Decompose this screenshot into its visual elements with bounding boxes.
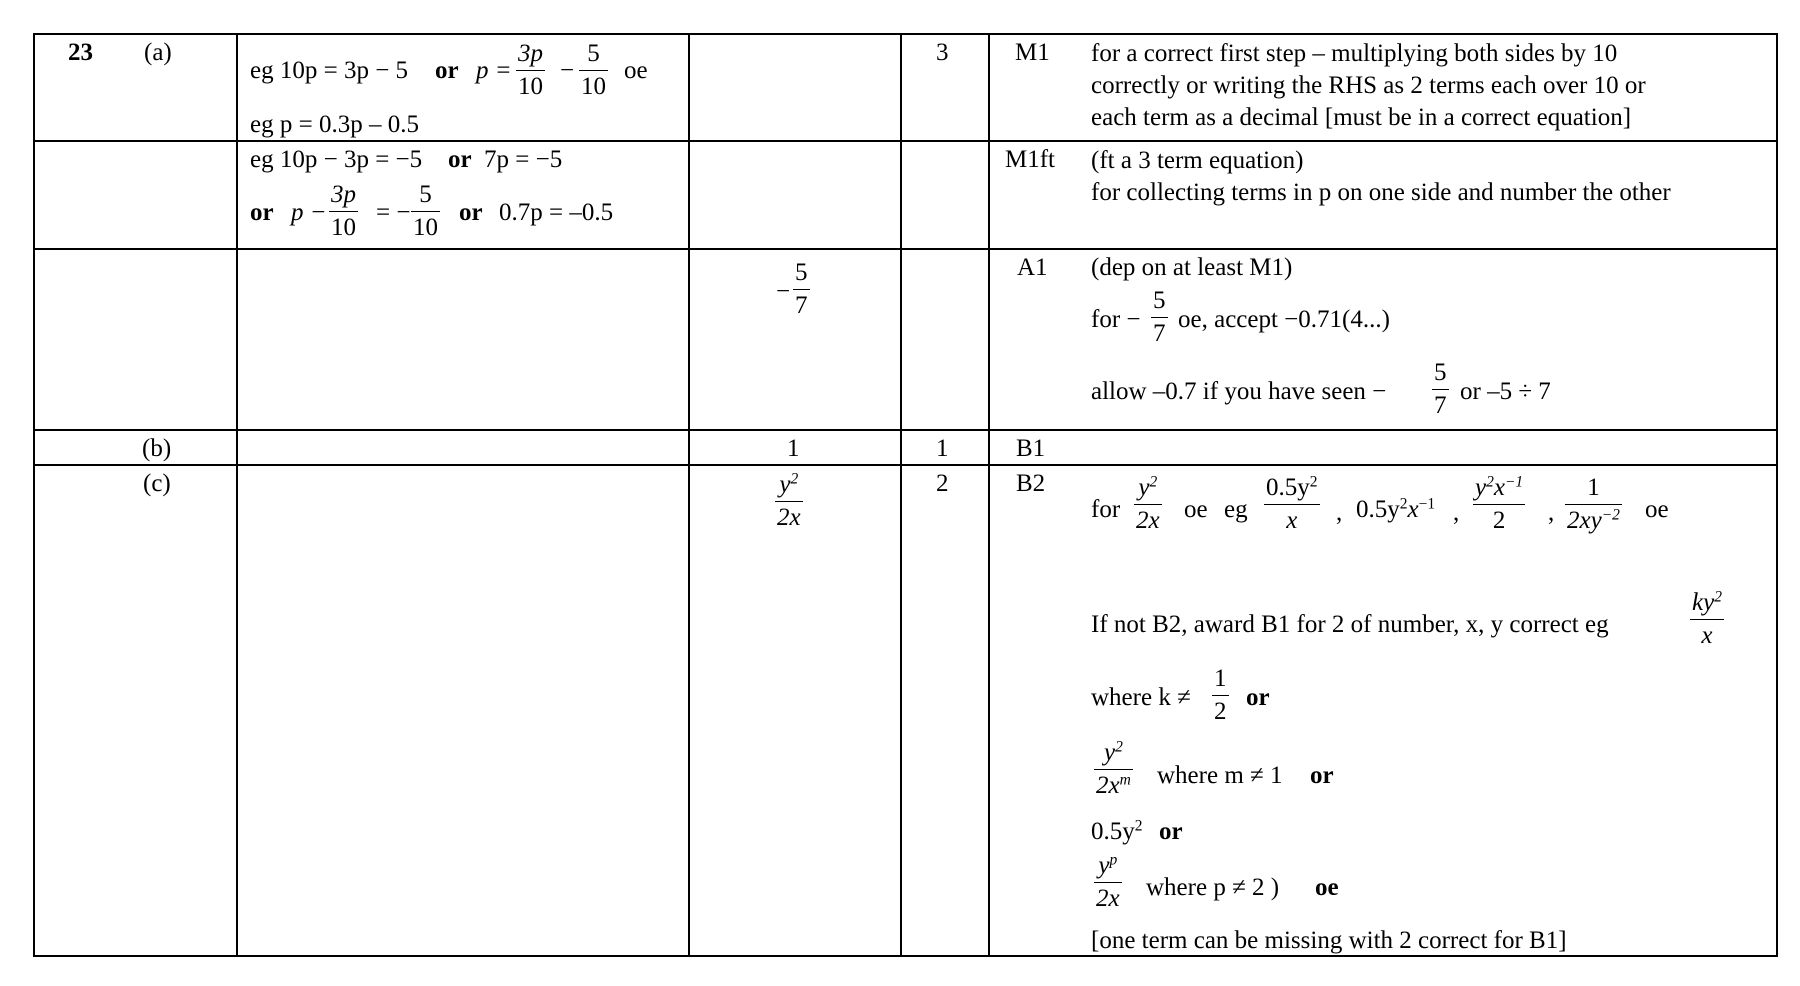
comma: ,: [1336, 499, 1343, 526]
oe-label: oe: [1184, 496, 1208, 523]
fraction-bar: [1151, 317, 1168, 319]
fraction-denominator: 7: [1434, 392, 1447, 419]
oe-label: oe: [624, 57, 648, 84]
row-divider: [33, 464, 1778, 466]
part-label-b: (b): [142, 435, 172, 462]
equals-minus: = −: [376, 199, 411, 226]
minus-sign: −: [560, 57, 575, 84]
fraction-bar: [793, 289, 810, 291]
fraction-denominator: x: [1701, 622, 1713, 649]
fraction-yp-over-2x: [1094, 851, 1122, 914]
working-a2-7p: 7p = −5: [484, 146, 563, 173]
guidance-c-if-not-b2: If not B2, award B1 for 2 of number, x, y correct eg: [1091, 611, 1609, 638]
fraction-bar: [1134, 504, 1162, 506]
working-a1-line2: eg p = 0.3p – 0.5: [250, 111, 419, 138]
eg-label: eg: [1224, 496, 1248, 523]
fraction-numerator: $y^2x^{-1}$: [1475, 473, 1524, 501]
mark-code-m1: M1: [1015, 39, 1050, 66]
fraction-numerator: 5: [795, 259, 808, 286]
fraction-numerator: 1: [1587, 474, 1600, 501]
working-a2-decimal: 0.7p = –0.5: [499, 199, 614, 226]
fraction-denominator: x: [1286, 507, 1298, 534]
fraction-3p-over-10: [516, 39, 545, 102]
mark-code-b2: B2: [1016, 470, 1046, 497]
fraction-1-over-2xy-2: [1565, 473, 1622, 536]
fraction-1-over-2: [1212, 664, 1229, 727]
fraction-numerator: 5: [587, 40, 600, 67]
answer-fraction-y2-over-2x: [775, 470, 803, 533]
term-0-5y2x-1: $0.5y^2x^{-1}$: [1356, 495, 1436, 523]
fraction-bar: [516, 70, 545, 72]
column-divider: [236, 33, 238, 957]
row-divider: [33, 248, 1778, 250]
fraction-numerator: $y^2$: [779, 470, 799, 498]
guidance-a3-accept: oe, accept −0.71(4...): [1178, 306, 1390, 333]
for-label: for: [1091, 496, 1121, 523]
oe-label: oe: [1315, 874, 1339, 901]
term-0-5y2: $0.5y^2$: [1091, 817, 1143, 845]
guidance-a3-for: for −: [1091, 306, 1141, 333]
guidance-line: (ft a 3 term equation): [1091, 147, 1304, 174]
fraction-bar: [775, 501, 803, 503]
fraction-bar: [329, 211, 358, 213]
or-keyword: or: [459, 199, 483, 226]
guidance-a1: [1091, 38, 1646, 134]
fraction-numerator: 1: [1214, 665, 1227, 692]
question-number: 23: [68, 39, 93, 66]
guidance-line: correctly or writing the RHS as 2 terms each over 10 or: [1091, 72, 1646, 99]
row-divider: [33, 429, 1778, 431]
fraction-numerator: $ky^2$: [1692, 588, 1722, 616]
answer-b: 1: [787, 435, 800, 462]
fraction-denominator: 10: [518, 73, 543, 100]
fraction-denominator: 2: [1492, 507, 1506, 534]
fraction-3p-over-10: [329, 180, 358, 243]
mark-code-m1ft: M1ft: [1005, 146, 1055, 173]
fraction-bar: [579, 70, 608, 72]
row-divider: [33, 140, 1778, 142]
mark-code-a1: A1: [1017, 254, 1048, 281]
or-keyword: or: [1246, 684, 1270, 711]
fraction-denominator: 2x: [777, 504, 801, 531]
fraction-numerator: 5: [1434, 359, 1447, 386]
guidance-c-one-term-missing: [one term can be missing with 2 correct for B1]: [1091, 927, 1567, 954]
fraction-denominator: 10: [581, 73, 606, 100]
table-border-right: [1776, 33, 1778, 957]
table-border-top: [33, 33, 1778, 35]
fraction-numerator: $y^2$: [1103, 738, 1123, 766]
fraction-bar: [1565, 504, 1622, 506]
fraction-denominator: $2x^m$: [1096, 771, 1131, 799]
or-keyword: or: [448, 146, 472, 173]
mark-total-c: 2: [936, 470, 949, 497]
fraction-bar: [1690, 619, 1724, 621]
column-divider: [688, 33, 690, 957]
fraction-bar: [1094, 882, 1122, 884]
fraction-numerator: 3p: [331, 181, 356, 208]
fraction-numerator: $y^p$: [1098, 851, 1118, 879]
oe-label: oe: [1645, 496, 1669, 523]
fraction-numerator: $0.5y^2$: [1266, 473, 1318, 501]
guidance-c-where-m: where m ≠ 1: [1157, 762, 1283, 789]
fraction-5-over-7: [1151, 286, 1168, 349]
fraction-denominator: 10: [413, 214, 438, 241]
fraction-numerator: 3p: [518, 40, 543, 67]
part-label-a: (a): [144, 39, 172, 66]
guidance-c-where-k: where k ≠: [1091, 684, 1191, 711]
fraction-numerator: 5: [419, 181, 432, 208]
fraction-denominator: 10: [331, 214, 356, 241]
or-keyword: or: [1310, 762, 1334, 789]
fraction-0-5y2-over-x: [1264, 473, 1320, 536]
or-keyword: or: [250, 199, 274, 226]
column-divider: [988, 33, 990, 957]
guidance-line: for collecting terms in p on one side and number the other: [1091, 179, 1671, 206]
fraction-5-over-10: [579, 39, 608, 102]
fraction-5-over-10: [411, 180, 440, 243]
mark-total-b: 1: [936, 435, 949, 462]
fraction-denominator: 2x: [1136, 507, 1160, 534]
mark-total-a: 3: [936, 39, 949, 66]
part-label-c: (c): [143, 470, 171, 497]
comma: ,: [1548, 499, 1555, 526]
fraction-denominator: 2x: [1096, 885, 1120, 912]
working-a1-p-equals: p =: [476, 57, 512, 84]
fraction-denominator: 7: [795, 292, 808, 319]
guidance-a3-division: or –5 ÷ 7: [1460, 378, 1551, 405]
guidance-line: for a correct first step – multiplying both sides by 10: [1091, 40, 1618, 67]
working-a2-p-minus: p −: [291, 199, 327, 226]
fraction-denominator: $2xy^{-2}$: [1567, 506, 1620, 534]
fraction-ky2-over-x: [1690, 588, 1724, 651]
guidance-a3-line1: (dep on at least M1): [1091, 254, 1293, 281]
fraction-bar: [1212, 695, 1229, 697]
fraction-y2-over-2xm: [1094, 738, 1133, 801]
fraction-y2-over-2x: [1134, 473, 1162, 536]
answer-sign: −: [776, 278, 791, 305]
fraction-bar: [1264, 504, 1320, 506]
table-border-left: [33, 33, 35, 957]
fraction-bar: [1094, 769, 1133, 771]
mark-code-b1: B1: [1016, 435, 1046, 462]
column-divider: [900, 33, 902, 957]
fraction-y2x-1-over-2: [1473, 473, 1525, 536]
fraction-denominator: 7: [1153, 320, 1166, 347]
fraction-bar: [411, 211, 440, 213]
guidance-c-where-p: where p ≠ 2 ): [1146, 874, 1280, 901]
or-keyword: or: [435, 57, 459, 84]
comma: ,: [1453, 499, 1460, 526]
guidance-a2: [1091, 145, 1671, 209]
fraction-numerator: $y^2$: [1138, 473, 1158, 501]
fraction-numerator: 5: [1153, 287, 1166, 314]
working-a1-line1: eg 10p = 3p − 5: [250, 57, 409, 84]
fraction-denominator: 2: [1214, 698, 1227, 725]
guidance-line: each term as a decimal [must be in a correct equation]: [1091, 104, 1632, 131]
fraction-bar: [1473, 504, 1525, 506]
working-a2-line1: eg 10p − 3p = −5: [250, 146, 423, 173]
fraction-5-over-7: [1432, 358, 1449, 421]
fraction-bar: [1432, 389, 1449, 391]
or-keyword: or: [1159, 818, 1183, 845]
guidance-a3-allow: allow –0.7 if you have seen −: [1091, 378, 1387, 405]
answer-fraction-5-over-7: [793, 258, 810, 321]
